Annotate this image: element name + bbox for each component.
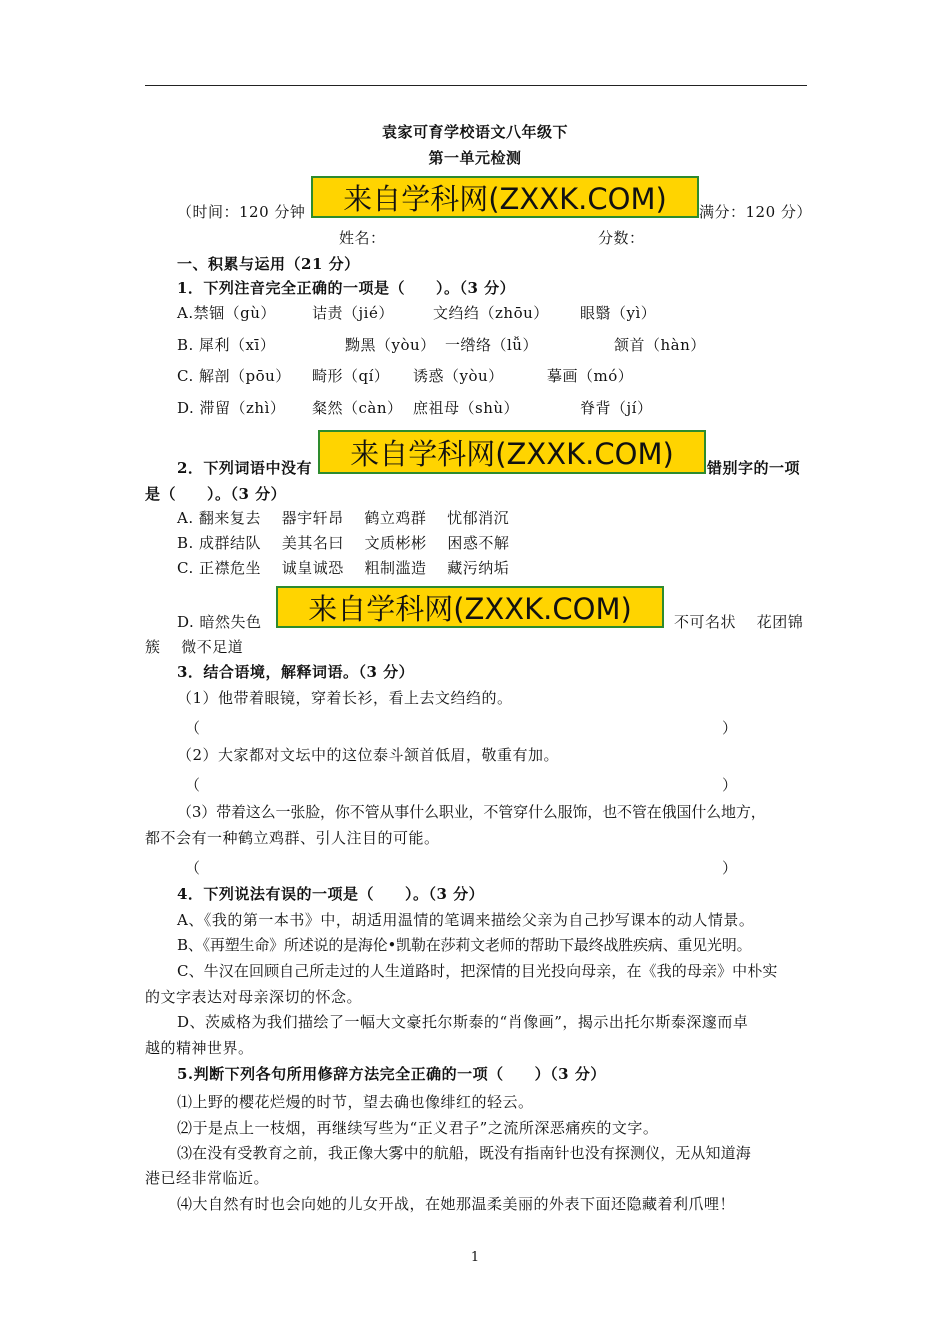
- header-rule: [145, 85, 807, 86]
- q2-option-b: B. 成群结队 美其名曰 文质彬彬 困惑不解: [177, 534, 510, 552]
- answer-paren-close: ）: [722, 776, 738, 794]
- q1-option-c4: 摹画（mó）: [547, 367, 634, 385]
- q3-item-3: （3）带着这么一张脸，你不管从事什么职业，不管穿什么服饰，也不管在俄国什么地方，: [177, 803, 766, 821]
- score-label: 分数：: [598, 229, 645, 247]
- q4-option-c: C、牛汉在回顾自己所走过的人生道路时，把深情的目光投向母亲，在《我的母亲》中朴实: [177, 962, 778, 980]
- q3-item-3-cont: 都不会有一种鹤立鸡群、引人注目的可能。: [145, 829, 440, 847]
- answer-paren-close: ）: [722, 859, 738, 877]
- answer-paren-close: ）: [722, 719, 738, 737]
- name-label: 姓名：: [339, 229, 386, 247]
- q2-option-d-b: 不可名状 花团锦: [674, 613, 804, 631]
- q1-option-d1: D. 滞留（zhì）: [177, 399, 286, 417]
- q5-stem: 5.判断下列各句所用修辞方法完全正确的一项（ ）（3 分）: [177, 1065, 606, 1083]
- q2-stem-a: 2．下列词语中没有: [177, 459, 312, 477]
- q1-option-c3: 诱惑（yòu）: [413, 367, 504, 385]
- q1-option-d2: 粲然（càn）: [312, 399, 403, 417]
- q1-option-b2: 黝黑（yòu）: [345, 336, 436, 354]
- q1-option-d3: 庶祖母（shù）: [413, 399, 520, 417]
- q3-item-1: （1）他带着眼镜，穿着长衫，看上去文绉绉的。: [177, 689, 513, 707]
- watermark-logo: [318, 430, 706, 474]
- q1-option-b3: 一绺络（lǚ）: [445, 336, 538, 354]
- q2-option-a: A. 翻来复去 器宇轩昂 鹤立鸡群 忧郁消沉: [177, 509, 510, 527]
- answer-paren-open: （: [185, 776, 201, 794]
- q4-option-a: A、《我的第一本书》中，胡适用温情的笔调来描绘父亲为自己抄写课本的动人情景。: [177, 911, 755, 929]
- answer-paren-open: （: [185, 719, 201, 737]
- watermark-text: 来自学科网(ZXXK.COM): [308, 591, 632, 626]
- q1-option-c1: C. 解剖（pōu）: [177, 367, 291, 385]
- q2-option-c: C. 正襟危坐 诚皇诚恐 粗制滥造 藏污纳垢: [177, 559, 510, 577]
- q1-option-b1: B. 犀利（xī）: [177, 336, 276, 354]
- q1-option-a3: 文绉绉（zhōu）: [433, 304, 549, 322]
- q2-option-d-a: D. 暗然失色: [177, 613, 262, 631]
- q2-stem-b: 错别字的一项: [707, 459, 801, 477]
- page-number: 1: [470, 1250, 480, 1265]
- watermark-text: 来自学科网(ZXXK.COM): [343, 181, 667, 216]
- section1-title: 一、积累与运用（21 分）: [177, 255, 360, 273]
- q3-item-2: （2）大家都对文坛中的这位泰斗颔首低眉，敬重有加。: [177, 746, 560, 764]
- watermark-text: 来自学科网(ZXXK.COM): [350, 436, 674, 471]
- q1-option-a2: 诘责（jié）: [312, 304, 394, 322]
- q4-option-c-cont: 的文字表达对母亲深切的怀念。: [145, 988, 363, 1006]
- q4-option-d: D、茨威格为我们描绘了一幅大文豪托尔斯泰的“肖像画”，揭示出托尔斯泰深邃而卓: [177, 1013, 749, 1031]
- q1-option-d4: 脊背（jí）: [580, 399, 653, 417]
- q5-sentence-2: ⑵于是点上一枝烟，再继续写些为“正义君子”之流所深恶痛疾的文字。: [177, 1119, 659, 1137]
- q2-option-d-c: 簇 微不足道: [145, 638, 244, 656]
- q5-sentence-3: ⑶在没有受教育之前，我正像大雾中的航船，既没有指南针也没有探测仪，无从知道海: [177, 1144, 751, 1162]
- q1-option-a1: A.禁锢（gù）: [177, 304, 276, 322]
- q2-stem-c: 是（ ）。（3 分）: [145, 485, 287, 503]
- watermark-logo: [311, 176, 699, 218]
- q5-sentence-1: ⑴上野的樱花烂熳的时节，望去确也像绯红的轻云。: [177, 1093, 534, 1111]
- watermark-logo: [276, 586, 664, 628]
- q1-option-c2: 畸形（qí）: [312, 367, 390, 385]
- q4-stem: 4．下列说法有误的一项是（ ）。（3 分）: [177, 885, 485, 903]
- q1-option-b4: 颔首（hàn）: [614, 336, 706, 354]
- q4-option-b: B、《再塑生命》所述说的是海伦•凯勒在莎莉文老师的帮助下最终战胜疾病、重见光明。: [177, 936, 752, 954]
- q1-option-a4: 眼翳（yì）: [580, 304, 657, 322]
- exam-score-total: 满分：120 分）: [699, 203, 812, 221]
- q3-stem: 3．结合语境，解释词语。（3 分）: [177, 663, 415, 681]
- document-title: 袁家可育学校语文八年级下: [381, 123, 568, 141]
- q5-sentence-4: ⑷大自然有时也会向她的儿女开战，在她那温柔美丽的外表下面还隐藏着利爪哩！: [177, 1195, 736, 1213]
- answer-paren-open: （: [185, 859, 201, 877]
- q4-option-d-cont: 越的精神世界。: [145, 1039, 254, 1057]
- q1-stem: 1．下列注音完全正确的一项是（ ）。（3 分）: [177, 279, 516, 297]
- q5-sentence-3-cont: 港已经非常临近。: [145, 1169, 270, 1187]
- document-subtitle: 第一单元检测: [428, 149, 522, 167]
- exam-time: （时间：120 分钟: [177, 203, 306, 221]
